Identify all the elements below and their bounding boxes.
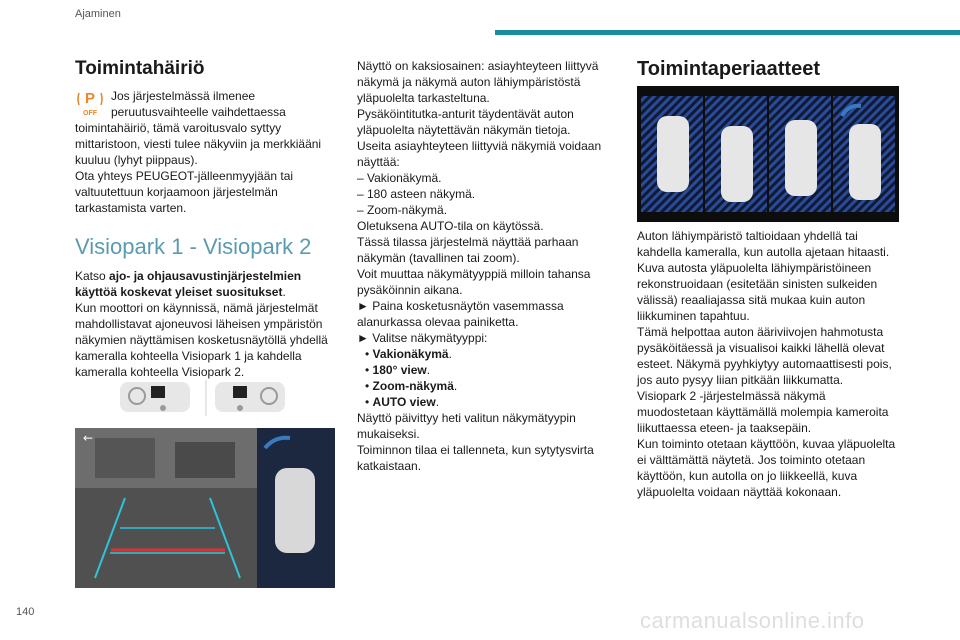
fault-line: valtuutettuun korjaamoon järjestelmän bbox=[75, 185, 278, 199]
fault-line: toimintahäiriö, tämä varoitusvalo syttyy bbox=[75, 121, 282, 135]
principles-line: liikuttaessa eteen- ja taaksepäin. bbox=[637, 421, 812, 435]
middle-line: Oletuksena AUTO-tila on käytössä. bbox=[357, 219, 544, 233]
middle-line: näyttää: bbox=[357, 155, 400, 169]
middle-line: näkymän (tavallinen tai zoom). bbox=[357, 251, 520, 265]
middle-line: Näyttö päivittyy heti valitun näkymätyypin bbox=[357, 411, 576, 425]
principles-line: muodostetaan käyttämällä molempia kameroita bbox=[637, 405, 889, 419]
fault-line: mittaristoon, viesti tulee näkyviin ja merkkiääni bbox=[75, 137, 322, 151]
middle-line: – Zoom-näkymä. bbox=[357, 203, 448, 217]
middle-line: Näyttö on kaksiosainen: asiayhteyteen liittyvä bbox=[357, 59, 599, 73]
middle-line: Tässä tilassa järjestelmä näyttää parhaan bbox=[357, 235, 579, 249]
principles-line: Tämä helpottaa auton ääriviivojen hahmotusta bbox=[637, 325, 884, 339]
visiopark-line: kameralla kohteella Visiopark 1 ja kahdella bbox=[75, 349, 302, 363]
middle-line: Pysäköintitutka-anturit täydentävät auton bbox=[357, 107, 574, 121]
principles-line: kahdella kameralla, kun autolla ajetaan hitaasti. bbox=[637, 245, 890, 259]
middle-line: Voit muuttaa näkymätyyppiä milloin tahansa bbox=[357, 267, 591, 281]
intro-suffix: . bbox=[282, 285, 286, 299]
principles-line: pysäköitäessä ja visualisoi kaikki lähellä olevat bbox=[637, 341, 885, 355]
middle-line: alanurkassa olevaa painiketta. bbox=[357, 315, 519, 329]
view-option-label: 180° view bbox=[372, 363, 427, 377]
principles-line: ei välttämättä näytetä. Jos toiminto otetaan bbox=[637, 453, 866, 467]
principles-line: Auton lähiympäristö taltioidaan yhdellä tai bbox=[637, 229, 858, 243]
view-option-label: AUTO view bbox=[372, 395, 436, 409]
middle-line: yläpuolelta tarkasteltuna. bbox=[357, 91, 490, 105]
camera-buttons-illustration bbox=[75, 378, 337, 418]
middle-line: yläpuolelta näytettävän näkymän tietoja. bbox=[357, 123, 571, 137]
column-middle bbox=[357, 58, 607, 474]
visiopark-title: Visiopark 1 - Visiopark 2 bbox=[75, 234, 312, 259]
view-option: • 180° view. bbox=[365, 363, 431, 377]
principles-line: esteet. Näkymä pyyhkiytyy automaattisesti pois, bbox=[637, 357, 892, 371]
intro-prefix: Katso bbox=[75, 269, 110, 283]
intro-bold-1: ajo- ja ohjausavustinjärjestelmien bbox=[109, 269, 302, 283]
visiopark-line: näkymien näyttämisen kosketusnäytöllä yhdellä bbox=[75, 333, 328, 347]
fault-title: Toimintahäiriö bbox=[75, 58, 205, 79]
principles-line: käyttöön, kun autolla on jo liikkeellä, kuva bbox=[637, 469, 858, 483]
intro-bold-2: käyttöä koskevat yleiset suositukset bbox=[75, 285, 283, 299]
header-section-title: Ajaminen bbox=[75, 8, 121, 20]
principles-line: jos auto pysyy liian pitkään liikkumatta. bbox=[637, 373, 844, 387]
rear-camera-screen-image bbox=[75, 428, 335, 588]
steering-camera-button-icon bbox=[120, 382, 190, 412]
page-number: 140 bbox=[16, 606, 35, 618]
fault-lead-1: Jos järjestelmässä ilmenee bbox=[111, 89, 256, 103]
principles-line: rekonstruoidaan (esitetään sinisten sulkeiden bbox=[637, 277, 878, 291]
icon-off-label: OFF bbox=[83, 110, 97, 117]
column-right bbox=[637, 58, 899, 88]
fault-warning-row bbox=[75, 88, 337, 120]
steering-camera-button-icon bbox=[215, 382, 285, 412]
principles-line: Kun toiminto otetaan käyttöön, kuvaa yläpuolelta bbox=[637, 437, 896, 451]
view-option: • Zoom-näkymä. bbox=[365, 379, 458, 393]
middle-line: näkymä ja näkymä auton lähiympäristöstä bbox=[357, 75, 581, 89]
back-arrow-icon: ← bbox=[83, 431, 94, 445]
view-option: • AUTO view. bbox=[365, 395, 440, 409]
column-left bbox=[75, 58, 337, 380]
top-view-sequence-image bbox=[637, 86, 899, 222]
middle-line: – Vakionäkymä. bbox=[357, 171, 442, 185]
middle-line: Toiminnon tilaa ei tallenneta, kun sytytysvirta bbox=[357, 443, 594, 457]
middle-line: ► Valitse näkymätyyppi: bbox=[357, 331, 488, 345]
view-option-label: Zoom-näkymä bbox=[372, 379, 454, 393]
middle-line: Useita asiayhteyteen liittyviä näkymiä voidaan bbox=[357, 139, 602, 153]
middle-line: katkaistaan. bbox=[357, 459, 422, 473]
principles-title: Toimintaperiaatteet bbox=[637, 58, 820, 80]
watermark-text: carmanualsonline.info bbox=[640, 608, 865, 633]
visiopark-line: Kun moottori on käynnissä, nämä järjestelmät bbox=[75, 301, 318, 315]
visiopark-line: mahdollistavat ajoneuvosi läheisen ympäristön bbox=[75, 317, 323, 331]
middle-line: pysäköinnin aikana. bbox=[357, 283, 463, 297]
middle-line: mukaiseksi. bbox=[357, 427, 420, 441]
principles-body bbox=[637, 228, 899, 500]
principles-line: Visiopark 2 -järjestelmässä näkymä bbox=[637, 389, 826, 403]
header-accent-bar bbox=[495, 30, 960, 35]
visiopark-intro-line-1 bbox=[75, 268, 337, 284]
principles-line: liikkuminen tapahtuu. bbox=[637, 309, 750, 323]
svg-text:P: P bbox=[84, 90, 96, 107]
fault-lead-2: peruutusvaihteelle vaihdettaessa bbox=[111, 105, 286, 119]
view-option-label: Vakionäkymä bbox=[372, 347, 449, 361]
visiopark-line: kameralla kohteella Visiopark 2. bbox=[75, 365, 245, 379]
principles-line: välissä) reaaliajassa sitä mukaa kuin auton bbox=[637, 293, 866, 307]
parking-off-warning-icon bbox=[75, 88, 105, 118]
middle-line: ► Paina kosketusnäytön vasemmassa bbox=[357, 299, 564, 313]
visiopark-intro-line-2 bbox=[75, 284, 337, 300]
principles-line: yläpuolelta voidaan näyttää kokonaan. bbox=[637, 485, 842, 499]
fault-line: tarkastamista varten. bbox=[75, 201, 187, 215]
principles-line: Kuva autosta yläpuolelta lähiympäristöineen bbox=[637, 261, 872, 275]
view-option: • Vakionäkymä. bbox=[365, 347, 452, 361]
fault-line: kuuluu (lyhyt piippaus). bbox=[75, 153, 198, 167]
fault-line: Ota yhteys PEUGEOT-jälleenmyyjään tai bbox=[75, 169, 294, 183]
middle-line: – 180 asteen näkymä. bbox=[357, 187, 476, 201]
